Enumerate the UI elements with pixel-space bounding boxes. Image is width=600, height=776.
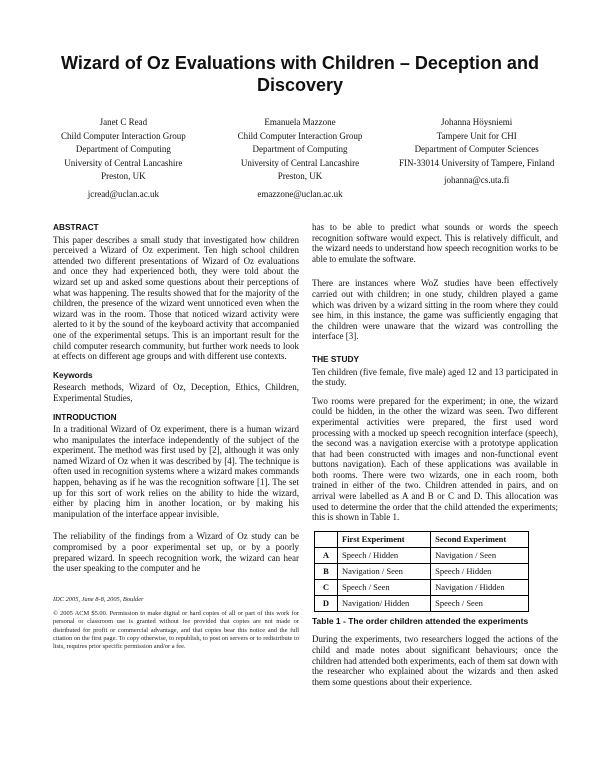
study-paragraph: Ten children (five female, five male) aged 12 and 13 participated in the study. bbox=[312, 366, 558, 388]
table-cell: Navigation/ Hidden bbox=[338, 595, 431, 611]
author-email[interactable]: jcread@uclan.ac.uk bbox=[87, 188, 159, 199]
table-cell: D bbox=[315, 595, 338, 611]
body-paragraph: There are instances where WoZ studies have been effectively carried out with children; in one study, children played a game which was driven by a wizard sitting in the room where they could see him, in this instance, the game was sufficiently engaging that the children were unaware that the wizard was controlling the interface [3]. bbox=[312, 278, 558, 342]
author-affiliation: FIN-33014 University of Tampere, Finland bbox=[398, 157, 555, 168]
author-affiliation: Child Computer Interaction Group bbox=[237, 130, 363, 141]
introduction-heading: INTRODUCTION bbox=[53, 411, 117, 422]
table-header: First Experiment bbox=[338, 531, 431, 547]
author-affiliation: University of Central Lancashire bbox=[240, 157, 360, 168]
paper-title: Wizard of Oz Evaluations with Children – Deception and Discovery bbox=[61, 53, 539, 95]
intro-paragraph: In a traditional Wizard of Oz experiment, there is a human wizard who manipulates the interface independently of the subject of the experiment. The method was first used by [2], although it was only named Wizard of Oz when it was described by [4]. The technique is often used in recognition systems where a wizard makes commands happen, behaving as if he was the recognition software [1]. The set up for this sort of work relies on the ability to hide the wizard, either by placing him in another location, or by making his manipulation of the interface appear invisible. bbox=[53, 424, 299, 519]
author-name: Emanuela Mazzone bbox=[264, 117, 336, 127]
footnote bbox=[53, 596, 299, 652]
table-cell: A bbox=[315, 547, 338, 563]
author-affiliation: Tampere Unit for CHI bbox=[436, 130, 517, 141]
author-1 bbox=[35, 116, 212, 201]
table-header-row bbox=[315, 531, 529, 547]
body-paragraph: During the experiments, two researchers logged the actions of the child and made notes about significant behaviours; once the children had attended both experiments, each of them sat down with the researcher who explained about the wizards and then asked them some questions about their experience. bbox=[312, 634, 558, 687]
author-affiliation: University of Central Lancashire bbox=[64, 157, 183, 168]
table-cell: Navigation / Hidden bbox=[431, 579, 529, 595]
author-affiliation: Preston, UK bbox=[101, 171, 146, 181]
abstract-heading: ABSTRACT bbox=[53, 222, 99, 232]
venue-line: IDC 2005, June 8-8, 2005, Boulder bbox=[53, 595, 144, 603]
author-affiliation: Child Computer Interaction Group bbox=[60, 130, 186, 141]
author-name: Johanna Höysniemi bbox=[441, 117, 513, 127]
table-header: Second Experiment bbox=[431, 531, 529, 547]
keywords-heading: Keywords bbox=[53, 369, 93, 380]
abstract-text: This paper describes a small study that investigated how children perceived a Wizard of Oz experiment. Ten high school children attended two different presentations of Wizard of Oz evaluations and once they had experienced both, they were told about the wizard set up and asked some questions about their perceptions of what was happening. The results showed that for the majority of the children, the presence of the wizard went unnoticed even when the wizard was in the room. Those that noticed wizard activity were alerted to it by the sound of the keyboard activity that accompanied one of the experimental setups. This is an important result for the child computer research community, but further work needs to look at effects on different age groups and with different use contexts. bbox=[53, 234, 299, 362]
author-affiliation: Preston, UK bbox=[277, 171, 323, 181]
right-column bbox=[312, 222, 558, 695]
study-heading: THE STUDY bbox=[312, 353, 360, 364]
table-cell: Navigation / Seen bbox=[431, 547, 529, 563]
table-row bbox=[315, 563, 529, 579]
left-column bbox=[53, 222, 299, 652]
table-cell: B bbox=[315, 563, 338, 579]
study-paragraph: Two rooms were prepared for the experiment; in one, the wizard could be hidden, in the other the wizard was seen. Two different experimental activities were prepared, the first used word processing with a mocked up speech recognition interface (speech), the second was a navigation exercise with a prototype application that had been constructed with images and non-functional event buttons navigation). Each of these applications was available in both rooms. There were two wizards, one in each room, both trained in either of the two. Children attended in pairs, and on arrival were labelled as A and B or C and D. This allocation was used to determine the order that the child attended the experiments; this is shown in Table 1. bbox=[312, 395, 558, 523]
author-name: Janet C Read bbox=[99, 117, 148, 127]
author-email[interactable]: emazzone@uclan.ac.uk bbox=[257, 188, 343, 199]
table-cell: C bbox=[315, 579, 338, 595]
author-email[interactable]: johanna@cs.uta.fi bbox=[444, 175, 510, 185]
table-cell: Navigation / Seen bbox=[338, 563, 431, 579]
table-row bbox=[315, 547, 529, 563]
intro-paragraph: The reliability of the findings from a Wizard of Oz study can be compromised by a poor experimental set up, or by a poorly prepared wizard. In speech recognition work, the wizard can hear the user speaking to the computer and he bbox=[53, 531, 299, 574]
table-cell: Speech / Hidden bbox=[338, 547, 431, 563]
table-cell: Speech / Hidden bbox=[431, 563, 529, 579]
table-header bbox=[315, 531, 338, 547]
table-cell: Speech / Seen bbox=[338, 579, 431, 595]
experiment-order-table bbox=[314, 531, 529, 612]
table-cell: Speech / Seen bbox=[431, 595, 529, 611]
author-affiliation: Department of Computing bbox=[252, 144, 348, 154]
author-affiliation: Department of Computer Sciences bbox=[414, 144, 539, 154]
table-caption: Table 1 - The order children attended the experiments bbox=[312, 615, 529, 626]
keywords-text: Research methods, Wizard of Oz, Deception, Ethics, Children, Experimental Studies, bbox=[53, 382, 299, 403]
author-affiliation: Department of Computing bbox=[75, 144, 171, 154]
table-row bbox=[315, 579, 529, 595]
author-3 bbox=[388, 116, 565, 201]
copyright-notice: © 2005 ACM $5.00. Permission to make digital or hard copies of all or part of this work for personal or classroom use is granted without fee provided that copies are not made or distributed for profit or commercial advantage, and that copies bear this notice and the full citation on the first page. To copy otherwise, to republish, to post on servers or to redistribute to lists, requires prior specific permission and/or a fee. bbox=[53, 610, 299, 651]
table-row bbox=[315, 595, 529, 611]
author-2 bbox=[212, 116, 389, 201]
body-paragraph: has to be able to predict what sounds or words the speech recognition software would expect. This is relatively difficult, and the wizard needs to understand how speech recognition works to be able to emulate the software. bbox=[312, 222, 558, 264]
author-block bbox=[35, 116, 565, 201]
